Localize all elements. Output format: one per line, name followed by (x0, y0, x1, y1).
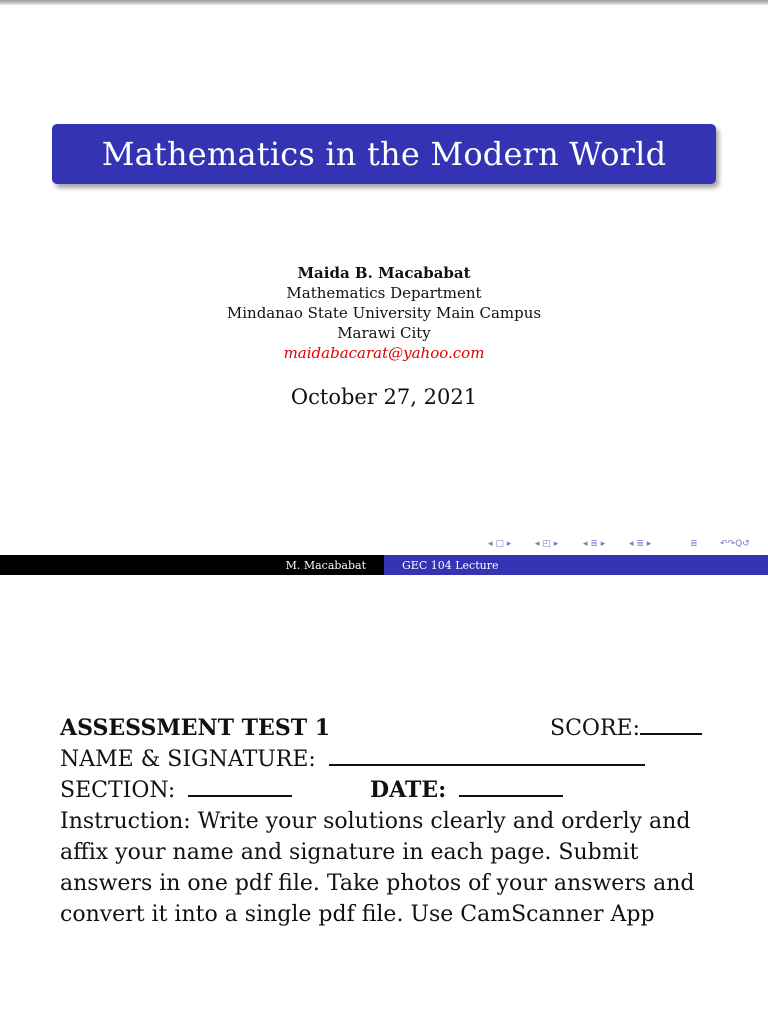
section-date-row (60, 775, 720, 806)
score-blank (640, 715, 702, 735)
nav-align-icon[interactable]: ≣ (690, 539, 698, 549)
nav-align-control[interactable] (690, 537, 698, 551)
footer-author-text: M. Macababat (285, 558, 366, 572)
score-field (550, 713, 702, 744)
assessment-page (0, 575, 768, 1024)
author-university: Mindanao State University Main Campus (226, 304, 542, 322)
name-signature-blank (329, 746, 645, 766)
author-block (0, 263, 768, 363)
nav-section-icon[interactable]: ◂ ≣ ▸ (583, 539, 606, 549)
nav-frame-icon[interactable]: ◂ ▢ ▸ (488, 539, 512, 549)
assessment-heading-row (60, 713, 720, 744)
author-email-link[interactable]: maidabacarat@yahoo.com (283, 344, 485, 362)
author-city: Marawi City (337, 324, 431, 342)
nav-section-controls[interactable] (583, 537, 605, 551)
instruction-line: affix your name and signature in each page. Submit (60, 840, 639, 865)
date-blank (459, 777, 563, 797)
section-label: SECTION: (60, 778, 176, 803)
footer-course (384, 555, 768, 575)
title-banner (52, 124, 716, 184)
section-blank (188, 777, 292, 797)
nav-search-icon[interactable]: ↶↷Q↺ (720, 539, 750, 549)
author-name: Maida B. Macababat (297, 264, 471, 282)
name-signature-row (60, 744, 720, 775)
presentation-date: October 27, 2021 (290, 385, 478, 409)
title-slide (0, 5, 768, 575)
assessment-heading: ASSESSMENT TEST 1 (60, 715, 331, 741)
assessment-block (60, 713, 720, 930)
slide-title: Mathematics in the Modern World (101, 135, 667, 173)
instruction-line: answers in one pdf file. Take photos of your answers and (60, 871, 695, 896)
nav-subsection-icon[interactable]: ◂ ◰ ▸ (535, 539, 559, 549)
name-signature-label: NAME & SIGNATURE: (60, 747, 316, 772)
instruction-line: Instruction: Write your solutions clearly and orderly and (60, 809, 691, 834)
footer-course-text: GEC 104 Lecture (402, 558, 499, 572)
nav-frame-controls[interactable] (488, 537, 511, 551)
nav-search-controls[interactable] (720, 537, 750, 551)
nav-subsection-controls[interactable] (535, 537, 558, 551)
date-label: DATE: (370, 777, 447, 803)
nav-subsection2-icon[interactable]: ◂ ≣ ▸ (629, 539, 652, 549)
slide-footer (0, 555, 768, 575)
nav-subsection2-controls[interactable] (629, 537, 651, 551)
footer-author (0, 555, 384, 575)
instruction-line: convert it into a single pdf file. Use CamScanner App (60, 902, 655, 927)
date-field (370, 775, 563, 806)
instruction-text (60, 806, 720, 930)
author-department: Mathematics Department (286, 284, 482, 302)
score-label: SCORE: (550, 716, 640, 741)
